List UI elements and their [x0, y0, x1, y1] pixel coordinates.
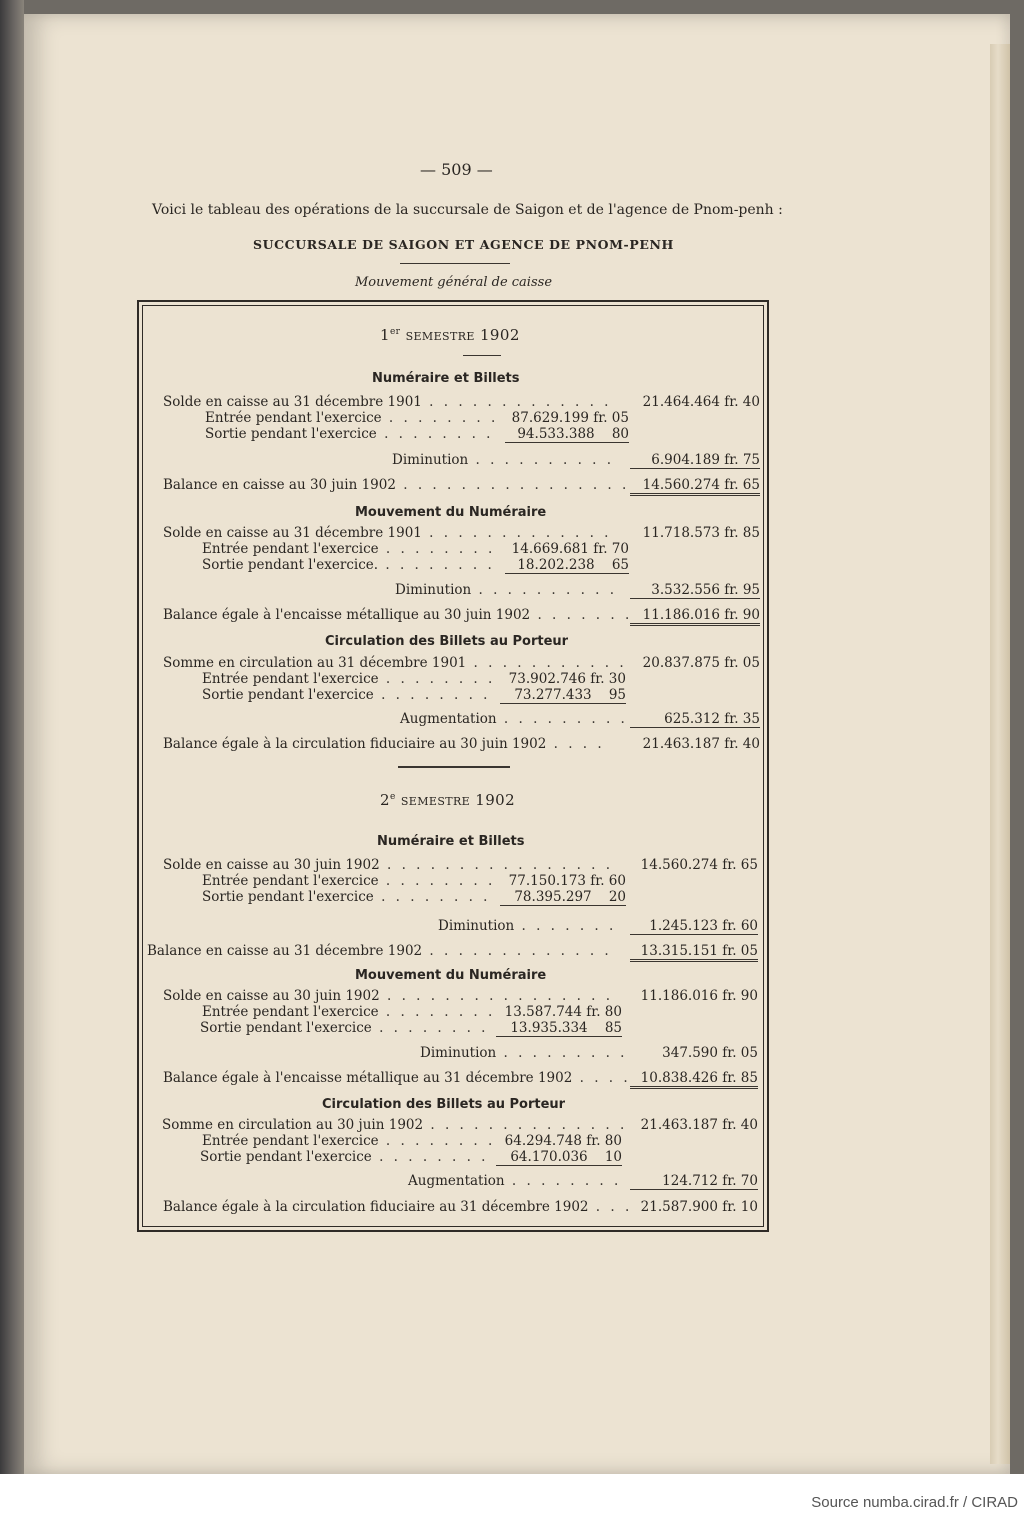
- sem2-s1-entree-value: 77.150.173 fr. 60: [508, 873, 626, 889]
- sem1-s2-entree-value: 14.669.681 fr. 70: [511, 541, 629, 557]
- sem2-s2-variation-value: 347.590 fr. 05: [662, 1045, 758, 1061]
- sem1-s3-sortie-label: Sortie pendant l'exercice . . . . . . . .: [202, 687, 491, 703]
- sem2-s2-sortie-value: 13.935.334 85: [496, 1020, 622, 1037]
- sem2-s3-variation-label: Augmentation . . . . . . . .: [408, 1173, 622, 1189]
- sem1-s2-variation-value: 3.532.556 fr. 95: [630, 582, 760, 599]
- sem1-s1-entree-label: Entrée pendant l'exercice . . . . . . . .: [205, 410, 499, 426]
- sem1-s3-entree-value: 73.902.746 fr. 30: [508, 671, 626, 687]
- sem2-s2-variation-label: Diminution . . . . . . . . .: [420, 1045, 628, 1061]
- sem1-section-circulation-billets: Circulation des Billets au Porteur: [325, 634, 569, 649]
- sem2-s1-sortie-value: 78.395.297 20: [500, 889, 626, 906]
- sem1-s3-entree-label: Entrée pendant l'exercice . . . . . . . .: [202, 671, 496, 687]
- sem2-s3-solde-value: 21.463.187 fr. 40: [640, 1117, 758, 1133]
- sem1-s2-variation-label: Diminution . . . . . . . . . .: [395, 582, 618, 598]
- sem2-s2-solde-value: 11.186.016 fr. 90: [640, 988, 758, 1004]
- sem2-s3-solde-label: Somme en circulation au 30 juin 1902 . . . . . . . . . . . . . .: [162, 1117, 628, 1133]
- sem1-s3-variation-value: 625.312 fr. 35: [630, 711, 760, 728]
- sem1-s3-balance-value: 21.463.187 fr. 40: [642, 736, 760, 752]
- sem1-s2-sortie-label: Sortie pendant l'exercice. . . . . . . . .: [202, 557, 495, 573]
- sem2-s3-balance-value: 21.587.900 fr. 10: [640, 1199, 758, 1215]
- semester-2-title: 2e SEMESTRE 1902: [380, 791, 516, 809]
- sem2-section-mouvement-numeraire: Mouvement du Numéraire: [355, 968, 547, 983]
- sem2-s1-variation-value: 1.245.123 fr. 60: [630, 918, 758, 935]
- sem1-s3-solde-label: Somme en circulation au 31 décembre 1901 . . . . . . . . . . .: [163, 655, 627, 671]
- title-rule: [400, 263, 510, 264]
- sem2-s1-sortie-label: Sortie pendant l'exercice . . . . . . . .: [202, 889, 491, 905]
- sem2-s3-balance-label: Balance égale à la circulation fiduciaire au 31 décembre 1902 . . .: [163, 1199, 633, 1215]
- sem1-s1-variation-label: Diminution . . . . . . . . . .: [392, 452, 615, 468]
- sem1-s3-balance-label: Balance égale à la circulation fiduciaire au 30 juin 1902 . . . .: [163, 736, 605, 752]
- sem2-s3-sortie-value: 64.170.036 10: [496, 1149, 622, 1166]
- sem2-s2-balance-label: Balance égale à l'encaisse métallique au 31 décembre 1902 . . . .: [163, 1070, 631, 1086]
- sem1-s1-sortie-label: Sortie pendant l'exercice . . . . . . . .: [205, 426, 494, 442]
- document-subtitle: Mouvement général de caisse: [355, 275, 553, 290]
- sem1-section-mouvement-numeraire: Mouvement du Numéraire: [355, 505, 547, 520]
- sem1-s2-balance-value: 11.186.016 fr. 90: [630, 607, 760, 626]
- sem2-s2-solde-label: Solde en caisse au 30 juin 1902 . . . . . . . . . . . . . . . .: [163, 988, 614, 1004]
- sem1-s3-solde-value: 20.837.875 fr. 05: [642, 655, 760, 671]
- sem2-section-numeraire-billets: Numéraire et Billets: [377, 834, 525, 849]
- sem2-s2-entree-value: 13.587.744 fr. 80: [504, 1004, 622, 1020]
- sem1-s2-sortie-value: 18.202.238 65: [505, 557, 629, 574]
- document-title: SUCCURSALE DE SAIGON ET AGENCE DE PNOM-PENH: [253, 237, 674, 252]
- sem2-s1-variation-label: Diminution . . . . . . .: [438, 918, 617, 934]
- book-spine: [0, 0, 24, 1517]
- sem1-section-numeraire-billets: Numéraire et Billets: [372, 371, 520, 386]
- sem2-s2-balance-value: 10.838.426 fr. 85: [630, 1070, 758, 1089]
- sem1-s1-sortie-value: 94.533.388 80: [505, 426, 629, 443]
- sem1-s1-balance-label: Balance en caisse au 30 juin 1902 . . . . . . . . . . . . . . . .: [163, 477, 630, 493]
- sem2-s2-entree-label: Entrée pendant l'exercice . . . . . . . .: [202, 1004, 496, 1020]
- page-edge: [990, 44, 1010, 1464]
- sem1-s1-entree-value: 87.629.199 fr. 05: [511, 410, 629, 426]
- sem1-s2-entree-label: Entrée pendant l'exercice . . . . . . . .: [202, 541, 496, 557]
- sem2-s1-entree-label: Entrée pendant l'exercice . . . . . . . .: [202, 873, 496, 889]
- intro-text: Voici le tableau des opérations de la succursale de Saigon et de l'agence de Pnom-penh :: [152, 202, 783, 218]
- sem1-s3-sortie-value: 73.277.433 95: [500, 687, 626, 704]
- page-number: — 509 —: [420, 160, 493, 179]
- sem1-s3-variation-label: Augmentation . . . . . . . . .: [400, 711, 628, 727]
- sem2-s1-solde-value: 14.560.274 fr. 65: [640, 857, 758, 873]
- sem2-s2-sortie-label: Sortie pendant l'exercice . . . . . . . .: [200, 1020, 489, 1036]
- source-credit: Source numba.cirad.fr / CIRAD: [811, 1494, 1018, 1511]
- sem2-s3-entree-value: 64.294.748 fr. 80: [504, 1133, 622, 1149]
- sem2-s3-sortie-label: Sortie pendant l'exercice . . . . . . . .: [200, 1149, 489, 1165]
- sem1-s1-solde-label: Solde en caisse au 31 décembre 1901 . . . . . . . . . . . . .: [163, 394, 612, 410]
- sem1-s1-solde-value: 21.464.464 fr. 40: [642, 394, 760, 410]
- sem2-s3-variation-value: 124.712 fr. 70: [630, 1173, 758, 1190]
- sem2-s3-entree-label: Entrée pendant l'exercice . . . . . . . .: [202, 1133, 496, 1149]
- sem1-s1-balance-value: 14.560.274 fr. 65: [630, 477, 760, 496]
- sem1-s2-solde-value: 11.718.573 fr. 85: [642, 525, 760, 541]
- sem2-s1-balance-value: 13.315.151 fr. 05: [630, 943, 758, 962]
- semester-separator: [398, 766, 510, 768]
- sem1-s2-balance-label: Balance égale à l'encaisse métallique au 30 juin 1902 . . . . . . .: [163, 607, 633, 623]
- sem2-s1-balance-label: Balance en caisse au 31 décembre 1902 . . . . . . . . . . . . .: [147, 943, 612, 959]
- sem1-s2-solde-label: Solde en caisse au 31 décembre 1901 . . . . . . . . . . . . .: [163, 525, 612, 541]
- sem2-section-circulation-billets: Circulation des Billets au Porteur: [322, 1097, 566, 1112]
- sem2-s1-solde-label: Solde en caisse au 30 juin 1902 . . . . . . . . . . . . . . . .: [163, 857, 614, 873]
- sem1-s1-variation-value: 6.904.189 fr. 75: [630, 452, 760, 469]
- semester-1-rule: [463, 355, 501, 356]
- semester-1-title: 1er SEMESTRE 1902: [380, 326, 520, 344]
